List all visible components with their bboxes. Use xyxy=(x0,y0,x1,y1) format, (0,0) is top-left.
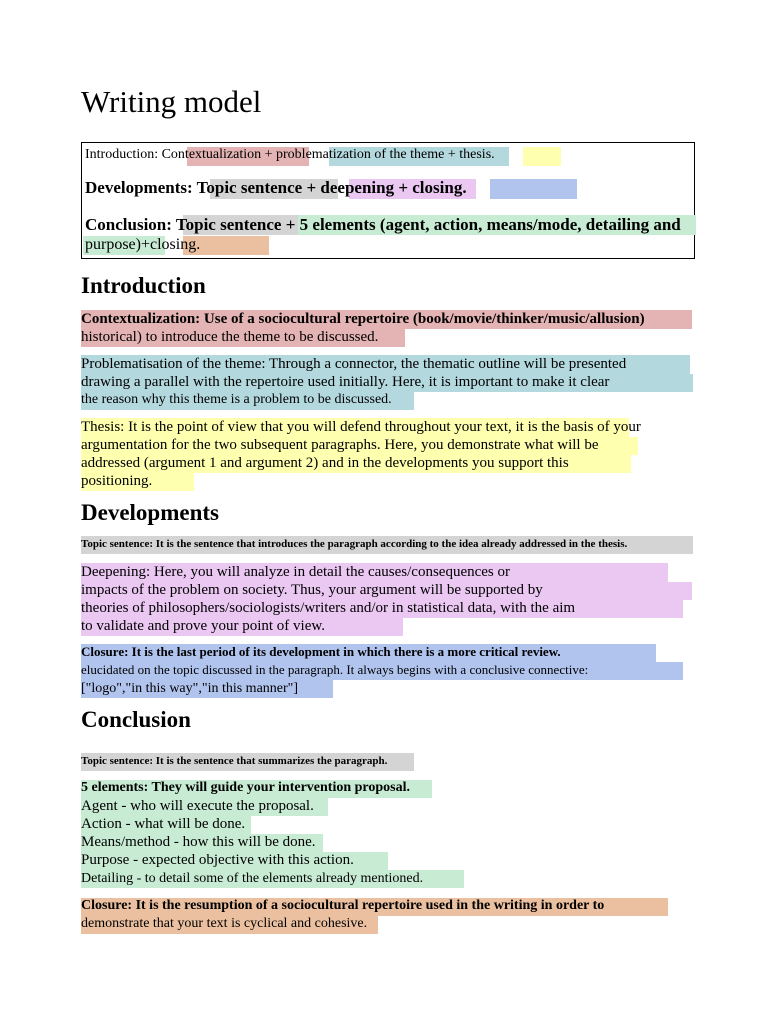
element-purpose: Purpose - expected objective with this action. xyxy=(81,852,354,868)
conclusion-topic-sentence: Topic sentence: It is the sentence that summarizes the paragraph. xyxy=(81,755,388,767)
summary-developments: Developments: Topic sentence + deepening + closing. xyxy=(85,178,467,197)
developments-topic-sentence: Topic sentence: It is the sentence that introduces the paragraph according to the idea already addressed in the thesis. xyxy=(81,538,628,550)
heading-introduction: Introduction xyxy=(81,273,206,298)
thesis-line1: Thesis: It is the point of view that you will defend throughout your text, it is the basis of your xyxy=(81,419,641,435)
closure-line1: Closure: It is the last period of its development in which there is a more critical review. xyxy=(81,644,561,659)
deepening-line4: to validate and prove your point of view. xyxy=(81,618,325,634)
contextualization-line1: Contextualization: Use of a sociocultural repertoire (book/movie/thinker/music/allusion) xyxy=(81,311,645,327)
element-action: Action - what will be done. xyxy=(81,816,246,832)
contextualization-line2: historical) to introduce the theme to be discussed. xyxy=(81,329,379,345)
thesis-line4: positioning. xyxy=(81,473,153,489)
problematization-line1: Problematisation of the theme: Through a connector, the thematic outline will be presented xyxy=(81,356,627,372)
element-agent: Agent - who will execute the proposal. xyxy=(81,798,314,814)
page-title: Writing model xyxy=(81,84,262,119)
heading-developments: Developments xyxy=(81,500,219,525)
deepening-line3: theories of philosophers/sociologists/writers and/or in statistical data, with the aim xyxy=(81,600,576,616)
deepening-line1: Deepening: Here, you will analyze in detail the causes/consequences or xyxy=(81,564,511,580)
summary-conclusion-line1: Conclusion: Topic sentence + 5 elements (agent, action, means/mode, detailing and xyxy=(85,215,681,234)
element-detailing: Detailing - to detail some of the elements already mentioned. xyxy=(81,871,424,886)
highlight-thesis xyxy=(523,147,561,166)
conclusion-closure-line1: Closure: It is the resumption of a sociocultural repertoire used in the writing in order to xyxy=(81,898,605,913)
problematization-line3: the reason why this theme is a problem to be discussed. xyxy=(81,392,392,407)
problematization-line2: drawing a parallel with the repertoire used initially. Here, it is important to make it clear xyxy=(81,374,610,390)
closure-line2: elucidated on the topic discussed in the paragraph. It always begins with a conclusive connective: xyxy=(81,662,589,677)
closure-line3: ["logo","in this way","in this manner"] xyxy=(81,681,299,696)
element-means: Means/method - how this will be done. xyxy=(81,834,316,850)
deepening-line2: impacts of the problem on society. Thus, your argument will be supported by xyxy=(81,582,543,598)
thesis-line3: addressed (argument 1 and argument 2) and in the developments you support this xyxy=(81,455,569,471)
highlight-closing xyxy=(490,179,577,199)
summary-conclusion-line2: purpose)+closing. xyxy=(85,236,201,253)
five-elements-heading: 5 elements: They will guide your intervention proposal. xyxy=(81,780,411,795)
conclusion-closure-line2: demonstrate that your text is cyclical and cohesive. xyxy=(81,916,368,931)
heading-conclusion: Conclusion xyxy=(81,707,191,732)
thesis-line2: argumentation for the two subsequent paragraphs. Here, you demonstrate what will be xyxy=(81,437,599,453)
summary-introduction: Introduction: Contextualization + problematization of the theme + thesis. xyxy=(85,147,495,162)
